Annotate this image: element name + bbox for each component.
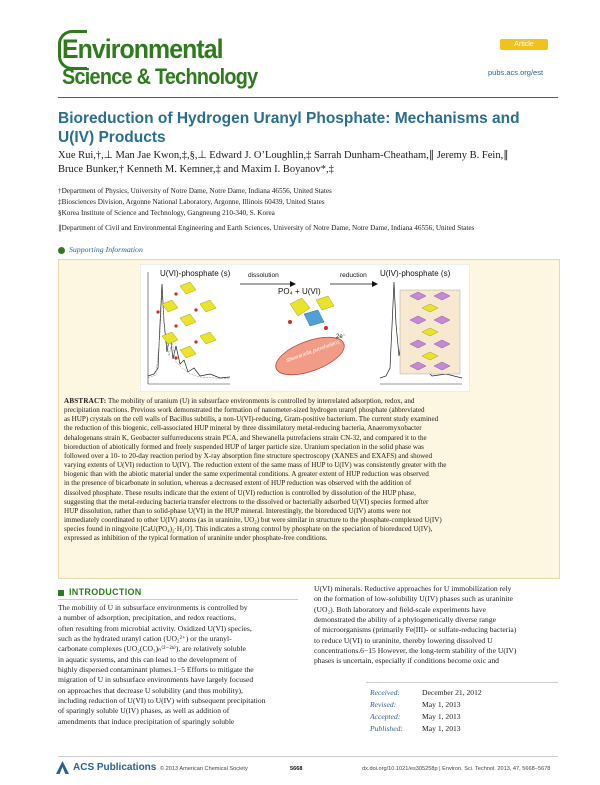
abstract-line: dissolved phosphate. These results indicate that the extent of U(VI) reduction is controlled by dissolution of the HUP phase, [64,488,416,497]
journal-name-line1: Environmental [62,34,223,64]
intro-left-line: of sparingly soluble U(IV) phases, as well as addition of [58,706,230,716]
author-list [58,149,558,177]
intro-right-line: to reduce U(VI) to uraninite, thereby lowering dissolved U [314,635,493,645]
abstract-body [64,397,552,544]
copyright-notice: © 2013 American Chemical Society [160,766,248,772]
intro-left-line: a number of adsorption, precipitation, and redox reactions, [58,613,236,623]
journal-name-line2: Science & Technology [62,64,258,89]
affiliation-civil-eng: ∥Department of Civil and Environmental Engineering and Earth Sciences, University of Notre Dame, Notre Dame, Indiana 46556, United States [58,224,475,232]
supporting-info-link[interactable] [58,245,143,254]
introduction-rule [58,599,298,600]
affiliation-kist: §Korea Institute of Science and Technology, Gangneung 210-340, S. Korea [58,209,275,217]
revised-date: May 1, 2013 [422,700,461,709]
toc-reduction-label: reduction [340,272,367,279]
intro-left-line: in aquatic systems, and this can lead to the development of [58,654,237,664]
supporting-info-label: Supporting Information [69,245,143,254]
intro-right-line: concentrations.6−15 However, the long-term stability of the U(IV) [314,646,517,656]
abstract-line: precipitation reactions. Previous work demonstrated the formation of nanometer-sized hydrogen uranyl phosphate (abbreviated [64,406,425,415]
intro-right-line: demonstrated the ability of a phylogenetically diverse range [314,615,496,625]
header-divider [58,97,558,98]
abstract-line: in the presence of bicarbonate in solution, whereas a decreased extent of HUP reduction was observed with the addition of [64,479,412,488]
acs-publications-label: ACS Publications [73,762,157,774]
abstract-line: suggesting that the metal-reducing bacteria transfer electrons to the dissolved or bacterially adsorbed U(VI) species formed after [64,497,429,506]
abstract-line: varying extents of U(VI) reduction to U(IV). The reduction extent of the same mass of HUP to U(IV) was consistently greater with the [64,461,447,470]
toc-label-left: U(VI)-phosphate (s) [160,269,231,278]
intro-right-line: phases is uncertain, especially if conditions become oxic and [314,656,499,666]
toc-electron-label: 2e⁻ [336,334,346,340]
intro-left-line: migration of U in subsurface environments have largely focused [58,675,254,685]
abstract-line: The mobility of uranium (U) in subsurface environments is controlled by interrelated adsorption, redox, and [107,397,415,405]
intro-right-line: (UO₂). Both laboratory and field-scale experiments have [314,604,486,614]
acs-logo-icon [56,761,69,774]
affiliation-physics: †Department of Physics, University of Notre Dame, Notre Dame, Indiana 46556, United States [58,187,332,195]
toc-bacteria-label: Shewanella putrefaciens [285,339,341,365]
intro-left-line: such as the hydrated uranyl cation (UO₂²⁺) or the uranyl- [58,634,232,644]
intro-right-line: of microorganisms (primarily Fe(III)- or sulfate-reducing bacteria) [314,625,517,635]
abstract-line: as HUP) crystals on the cell walls of Bacillus subtilis, a non-U(VI)-reducing, Gram-positive bacterium. The current study examined [64,415,439,424]
journal-url-link[interactable]: pubs.acs.org/est [488,68,544,77]
toc-dissolution-label: dissolution [248,272,279,279]
affiliation-argonne: ‡Biosciences Division, Argonne National Laboratory, Argonne, Illinois 60439, United States [58,198,325,206]
intro-right-line: U(VI) minerals. Reductive approaches for U immobilization rely [314,584,512,593]
intro-left-line: amendments that induce precipitation of sparingly soluble [58,716,235,726]
footer-rule [58,756,558,757]
intro-left-line: often resulting from microbial activity. Oxidized U(VI) species, [58,623,252,633]
intro-right-line: on the formation of low-solubility U(IV) phases such as uraninite [314,594,513,604]
toc-label-right: U(IV)-phosphate (s) [380,269,451,278]
received-date: December 21, 2012 [422,688,482,697]
intro-left-line: carbonate complexes (UO₂(CO₃)ₙ⁽²⁻²ⁿ⁾), are relatively soluble [58,644,246,654]
abstract-line: immediately coordinated to other U(IV) atoms (as in uraninite, UO₂) but were similar in structure to the phosphate-complexed U(IV) [64,516,442,525]
intro-left-line: including reduction of U(VI) to U(IV) with subsequent precipitation [58,696,266,706]
published-label: Published: [370,724,403,733]
section-square-icon [58,590,64,596]
abstract-line: biogenic than with the abiotic material under the same experimental conditions. A greater extent of HUP reduction was observed [64,470,429,479]
accepted-date: May 1, 2013 [422,712,461,721]
history-rule [366,682,558,683]
toc-center-label: PO₄ + U(VI) [278,287,321,296]
author-line-2: Bruce Bunker,† Kenneth M. Kemner,‡ and Maxim I. Boyanov*,‡ [58,164,334,175]
article-title: Bioreduction of Hydrogen Uranyl Phosphate: Mechanisms and U(IV) Products [58,110,520,146]
abstract-line: the reduction of this biogenic, cell-associated HUP mineral by three dissimilatory metal-reducing bacteria, Anaeromyxobacter [64,424,422,433]
introduction-heading-text: INTRODUCTION [69,587,142,597]
intro-left-line: The mobility of U in subsurface environments is controlled by [58,603,248,612]
intro-left-line: highly dispersed contaminant plumes.1−5 Efforts to mitigate the [58,665,254,675]
abstract-line: followed over a 10- to 20-day reaction period by X-ray absorption fine structure spectroscopy (XANES and EXAFS) and showed [64,451,432,460]
published-date: May 1, 2013 [422,724,461,733]
intro-left-column [58,603,298,727]
toc-graphic [140,264,470,392]
intro-left-line: on approaches that decrease U solubility (and thus mobility), [58,685,243,695]
intro-right-column [314,584,558,667]
right-crystal-structure [400,290,460,374]
received-label: Received: [370,688,400,697]
abstract-line: HUP dissolution, rather than to solid-phase U(VI) in the HUP mineral. Interestingly, the bioreduced U(IV) atoms were not [64,506,411,515]
acs-publications-logo[interactable] [56,761,156,774]
accepted-label: Accepted: [370,712,401,721]
article-type-badge: Article [500,39,548,50]
abstract-line: bioreduction of abiotically formed and freely suspended HUP of larger particle size. Uranium speciation in the solid phase was [64,442,424,451]
abstract-line: species found in ningyoite [CaU(PO₄)₂·H₂O]. This indicates a strong control by phosphate on the speciation of bioreduced U(IV), [64,525,433,534]
abstract-line: dehalogenans strain K, Geobacter sulfurreducens strain PCA, and Shewanella putrefaciens strain CN-32, and compared it to the [64,433,427,442]
abstract-heading: ABSTRACT: [64,397,107,405]
author-line-1: Xue Rui,†,⊥ Man Jae Kwon,‡,§,⊥ Edward J. O’Loughlin,‡ Sarrah Dunham-Cheatham,∥ Jeremy B. Fein,∥ [58,150,509,161]
revised-label: Revised: [370,700,397,709]
abstract-line: expressed as inhibition of the typical formation of uraninite under phosphate-free conditions. [64,534,328,543]
doi-citation-link[interactable]: dx.doi.org/10.1021/es305258p | Environ. Sci. Technol. 2013, 47, 5668−5678 [362,766,551,772]
supporting-info-icon [58,247,65,254]
page-number: 5668 [290,766,303,772]
introduction-heading [58,587,142,597]
